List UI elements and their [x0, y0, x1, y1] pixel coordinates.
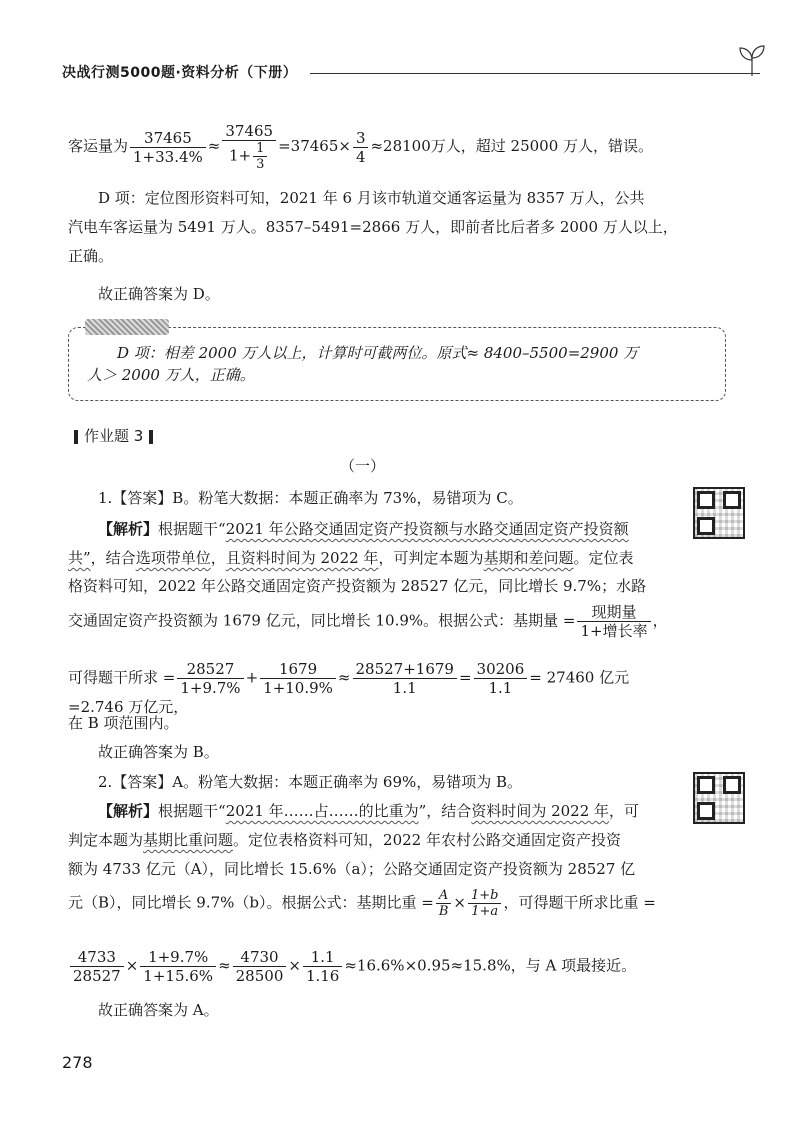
d-item-line3: 正确。: [68, 247, 114, 265]
answer-line: 故正确答案为 D。: [98, 285, 220, 303]
header-rule: [310, 73, 760, 74]
q1-analysis-line6: 在 B 项范围内。: [68, 714, 179, 732]
d-item-line2: 汽电车客运量为 5491 万人。8357–5491=2866 万人，即前者比后者多 2000 万人以上，: [68, 218, 678, 236]
d-item-line1: D 项：定位图形资料可知，2021 年 6 月该市轨道交通客运量为 8357 万人，公共: [98, 189, 645, 207]
q1-calc-line: 可得题干所求 = $\frac{28527}{1+9.7\%}$ + $\frac{1679}{1+10.9\%}$ ≈ $\frac{28527+1679}{1.1}$ = $\frac{30206}{1.1}$ = 27460 亿元 =2.746 万亿元，: [68, 660, 630, 716]
leaf-icon: [732, 40, 772, 80]
tip-text: D 项：相差 2000 万人以上，计算时可截两位。原式≈ 8400–5500=2900 万 人＞ 2000 万人，正确。: [87, 344, 639, 384]
book-title: 决战行测5000题·资料分析（下册）: [62, 65, 298, 81]
q2-analysis-line2: 判定本题为基期比重问题。定位表格资料可知，2022 年农村公路交通固定资产投资: [68, 831, 621, 849]
q2-answer-head: 2.【答案】A。粉笔大数据：本题正确率为 69%，易错项为 B。: [98, 773, 523, 791]
section-heading: 作业题 3: [68, 425, 159, 446]
q2-calc-line: $\frac{4733}{28527}$ × $\frac{1+9.7\%}{1+15.6\%}$ ≈ $\frac{4730}{28500}$ × $\frac{1.1}{1.16}$ ≈16.6%×0.95≈15.8%，与 A 项最接近。: [68, 948, 688, 985]
q2-answer-line: 故正确答案为 A。: [98, 1001, 219, 1019]
running-header: [62, 62, 752, 92]
qr-code-icon[interactable]: [693, 772, 745, 824]
tip-label-badge: [85, 319, 169, 335]
q1-analysis-line2: 共”，结合选项带单位，且资料时间为 2022 年，可判定本题为基期和差问题。定位表: [68, 549, 634, 567]
sub-heading: （一）: [340, 457, 386, 475]
calc-line-c: 客运量为 $\frac{37465}{1+33.4\%}$ ≈ 37465 1+ $\frac{1}{3}$ =37465× $\frac{3}{4}$ ≈28100万人，超过 25000 万人，错误。: [68, 122, 654, 172]
q1-analysis-line3: 格资料可知，2022 年公路交通固定资产投资额为 28527 亿元，同比增长 9.7%；水路: [68, 577, 647, 595]
q1-analysis-line1: 【解析】根据题干“2021 年公路交通固定资产投资额与水路交通固定资产投资额: [98, 520, 629, 538]
q1-answer-head: 1.【答案】B。粉笔大数据：本题正确率为 73%，易错项为 C。: [98, 489, 523, 507]
q2-analysis-line1: 【解析】根据题干“2021 年……占……的比重为”，结合资料时间为 2022 年，可: [98, 802, 640, 820]
q2-analysis-line3: 额为 4733 亿元（A），同比增长 15.6%（a）；公路交通固定资产投资额为 28527 亿: [68, 860, 636, 878]
q1-answer-line: 故正确答案为 B。: [98, 743, 219, 761]
page-number: 278: [62, 1053, 93, 1072]
qr-code-icon[interactable]: [693, 487, 745, 539]
q1-analysis-line4: 交通固定资产投资额为 1679 亿元，同比增长 10.9%。根据公式：基期量 = $\frac{\text{现期量}}{\text{1+增长率}}$ ，: [68, 603, 668, 640]
tip-box: [68, 327, 726, 401]
q2-analysis-line4: 元（B），同比增长 9.7%（b）。根据公式：基期比重 = $\frac{A}{B}$ × $\frac{1+b}{1+a}$ ，可得题干所求比重 =: [68, 888, 656, 919]
